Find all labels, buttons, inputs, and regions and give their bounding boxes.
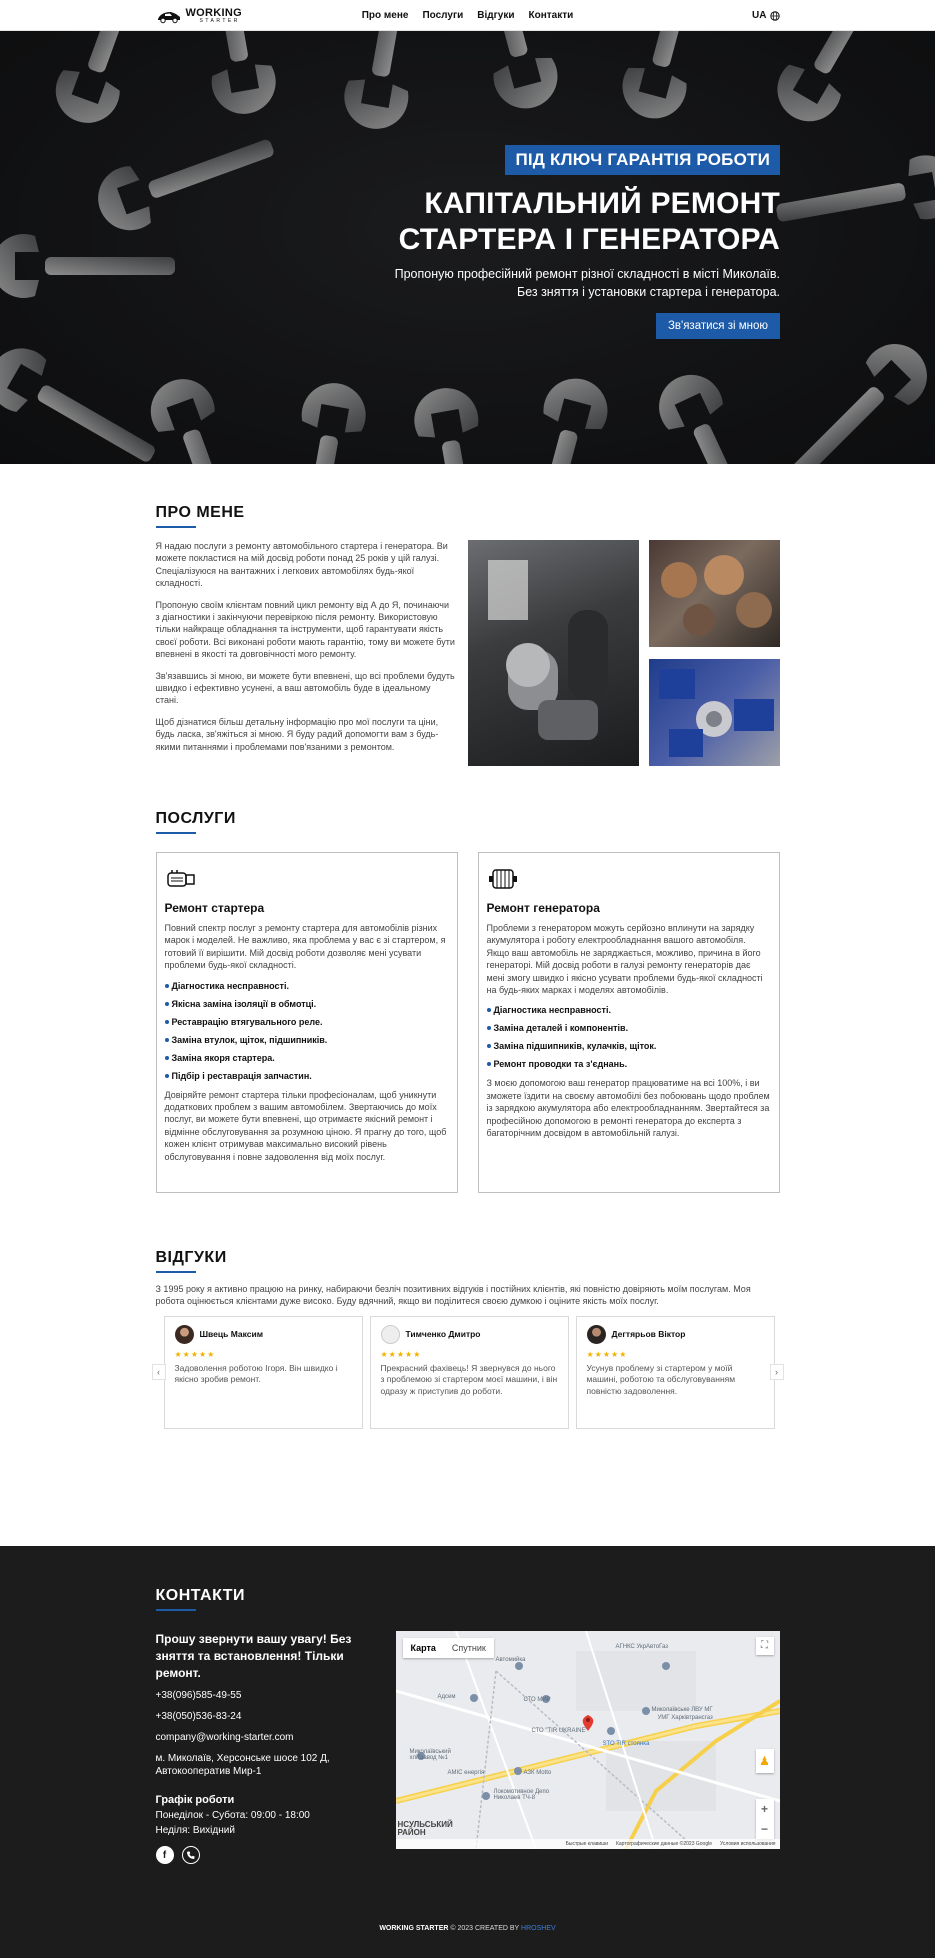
map-label: УМГ Харківтрансгаз bbox=[657, 1715, 713, 1721]
title-underline bbox=[156, 832, 196, 834]
nav-services[interactable]: Послуги bbox=[422, 10, 464, 21]
services-section bbox=[0, 800, 935, 1249]
about-photos bbox=[468, 540, 780, 766]
contact-me-button[interactable]: Зв'язатися зі мною bbox=[656, 313, 780, 339]
map-label: Миколаївський хлібзавод №1 bbox=[409, 1749, 451, 1761]
pegman-icon[interactable]: ♟ bbox=[756, 1749, 774, 1773]
map-label: Миколаївське ЛВУ МГ bbox=[651, 1707, 713, 1713]
nav-contacts[interactable]: Контакти bbox=[528, 10, 574, 21]
hero-description bbox=[360, 266, 780, 301]
district-label-line: НСУЛЬСЬКИЙ bbox=[397, 1820, 453, 1829]
hero-text-line: Без зняття і установки стартера і генератора. bbox=[516, 284, 780, 299]
about-paragraph: Я надаю послуги з ремонту автомобільного стартера і генератора. Ви можете покластися на мій досвід роботи понад 25 років у цій галузі. Спеціалізуюся на вантажних і легкових автомобілях будь-якої складності. bbox=[155, 541, 448, 589]
rating-stars: ★★★★★ bbox=[586, 1349, 628, 1359]
logo-title: WORKING bbox=[185, 6, 242, 19]
review-card bbox=[370, 1316, 569, 1429]
hours-sunday: Неділя: Вихідний bbox=[155, 1825, 235, 1837]
hero-content bbox=[360, 145, 780, 339]
list-item: Заміна підшипників, кулачків, щіток. bbox=[487, 1041, 771, 1051]
map-label: Локомотивное Депо Николаев ТЧ-8 bbox=[493, 1789, 550, 1801]
map-footer bbox=[396, 1839, 780, 1849]
card-intro: Проблеми з генератором можуть серйозно вплинути на зарядку акумулятора і роботу електрообладнання вашого автомобіля. Якщо ваш автомобіль не заряджається, можливо, причина в його генераторі. Мій досвід роботи в галузі ремонту генераторів дає мені змогу швидко і якісно усувати проблеми будь-якої складності на будь-яких марках і моделях автомобілів. bbox=[486, 923, 763, 996]
starter-parts-photo[interactable] bbox=[468, 540, 639, 766]
map-data-credit: Картографические данные ©2023 Google bbox=[615, 1841, 712, 1847]
map-label: СТО "TIR UKRAINE" bbox=[531, 1728, 588, 1734]
card-outro: З моєю допомогою ваш генератор працюватиме на всі 100%, і ви зможете їздити на своєму автомобілі без побоювань щодо проблем із зарядкою акумулятора або електрообладнанням. Звертайтеся за професійною допомогою в ремонті генератора до експерта з багаторічним досвідом в автомобільній галузі. bbox=[486, 1078, 770, 1139]
contacts-lead: Прошу звернути вашу увагу! Без зняття та встановлення! Тільки ремонт. bbox=[155, 1632, 352, 1680]
map-type-tabs bbox=[403, 1638, 494, 1658]
hero-text-line: Пропоную професійний ремонт різної складності в місті Миколаїв. bbox=[394, 267, 780, 281]
map-shortcuts-link[interactable]: Быстрые клавиши bbox=[565, 1841, 608, 1847]
zoom-in-icon[interactable]: + bbox=[760, 1802, 768, 1816]
card-outro: Довіряйте ремонт стартера тільки професіоналам, щоб уникнути додаткових проблем з вашим автомобілем. Звертаючись до моїх послуг, ви можете бути впевнені, що отримаєте якісний ремонт і відмінне обслуговування за розумною ціною. Я прагну до того, щоб кожен клієнт отримував максимально високий рівень обслуговування і повне задоволення від моїх послуг. bbox=[164, 1089, 447, 1162]
starter-service-list bbox=[165, 981, 449, 1081]
carousel-next-button[interactable]: › bbox=[770, 1364, 784, 1380]
hero-badge: ПІД КЛЮЧ ГАРАНТІЯ РОБОТИ bbox=[505, 145, 780, 175]
hero-section bbox=[0, 31, 935, 464]
title-underline bbox=[156, 1609, 196, 1611]
avatar bbox=[587, 1325, 606, 1344]
list-item: Підбір і реставрація запчастин. bbox=[165, 1071, 449, 1081]
map-canvas bbox=[396, 1631, 780, 1849]
map-terms-link[interactable]: Условия использования bbox=[720, 1841, 776, 1847]
starter-service-card bbox=[156, 852, 458, 1193]
avatar bbox=[381, 1325, 400, 1344]
coils-photo[interactable] bbox=[649, 540, 780, 647]
logo[interactable] bbox=[156, 8, 242, 24]
generator-service-card bbox=[478, 852, 780, 1193]
title-underline bbox=[156, 526, 196, 528]
globe-icon bbox=[770, 11, 780, 21]
logo-car-icon bbox=[156, 8, 182, 24]
map-tab-map[interactable]: Карта bbox=[410, 1643, 436, 1653]
zoom-controls bbox=[756, 1799, 774, 1839]
hero-title bbox=[360, 186, 780, 258]
map-label: STO TIR стоянка bbox=[602, 1741, 650, 1747]
list-item: Діагностика несправності. bbox=[165, 981, 449, 991]
nav-about[interactable]: Про мене bbox=[361, 10, 409, 21]
section-title: ВІДГУКИ bbox=[155, 1249, 227, 1266]
viber-icon[interactable] bbox=[182, 1846, 200, 1864]
district-label bbox=[398, 1821, 453, 1837]
list-item: Ремонт проводки та з'єднань. bbox=[487, 1059, 771, 1069]
section-title: ПОСЛУГИ bbox=[155, 810, 236, 827]
generator-service-list bbox=[487, 1005, 771, 1069]
reviews-intro: З 1995 року я активно працюю на ринку, набираючи безліч позитивних відгуків і постійних клієнтів, які повністю довіряють моїм послугам. Моя робота оцінюється клієнтами дуже високо. Буду вдячний, якщо ви поділитеся своєю думкою і оціните якість моїх послуг. bbox=[155, 1284, 751, 1307]
hours-weekdays: Понеділок - Субота: 09:00 - 18:00 bbox=[155, 1810, 310, 1822]
section-title: КОНТАКТИ bbox=[155, 1587, 246, 1604]
about-paragraph: Зв'язавшись зі мною, ви можете бути впевнені, що всі проблеми будуть швидко і ефективно усунені, а ваш автомобіль буде в ідеальному стані. bbox=[155, 670, 455, 706]
zoom-out-icon[interactable]: − bbox=[760, 1822, 768, 1836]
review-text: Усунув проблему зі стартером у моїй машині, роботою та обслуговуванням повністю задоволення. bbox=[586, 1362, 736, 1396]
map-label: Адсем bbox=[437, 1694, 456, 1700]
rating-stars: ★★★★★ bbox=[380, 1349, 422, 1359]
starter-icon bbox=[165, 866, 197, 892]
google-map[interactable] bbox=[396, 1631, 780, 1849]
fullscreen-icon[interactable]: ⛶ bbox=[756, 1637, 774, 1655]
reviewer-name: Дегтярьов Віктор bbox=[611, 1329, 686, 1340]
phone-link[interactable]: +38(050)536-83-24 bbox=[155, 1711, 242, 1723]
about-section bbox=[0, 464, 935, 800]
about-paragraph: Пропоную своїм клієнтам повний цикл ремонту від А до Я, починаючи з діагностики і закінчуючи перевіркою після ремонту. Використовую тільки найкраще обладнання та інструменти, щоб гарантувати якість своєї роботи. Всі виконані роботи мають гарантію, тому ви можете бути впевнені в якості та довговічності мого ремонту. bbox=[155, 599, 455, 660]
footer-brand: WORKING STARTER bbox=[379, 1924, 449, 1932]
map-label: СТО МИР bbox=[523, 1697, 551, 1703]
title-underline bbox=[156, 1271, 196, 1273]
avatar bbox=[175, 1325, 194, 1344]
reviews-section bbox=[0, 1249, 935, 1546]
language-switcher[interactable] bbox=[752, 10, 779, 21]
bearings-photo[interactable] bbox=[649, 659, 780, 766]
review-card bbox=[576, 1316, 775, 1429]
nav-reviews[interactable]: Відгуки bbox=[477, 10, 515, 21]
review-text: Прекрасний фахівець! Я звернувся до нього з проблемою зі стартером моєї машини, і він одразу ж приступив до роботи. bbox=[380, 1362, 558, 1396]
phone-icon bbox=[186, 1850, 196, 1860]
address: м. Миколаїв, Херсонське шосе 102 Д, Автокооператив Мир-1 bbox=[155, 1753, 330, 1778]
hero-title-line: КАПІТАЛЬНИЙ РЕМОНТ bbox=[424, 187, 780, 220]
site-footer bbox=[0, 1898, 935, 1958]
list-item: Якісна заміна ізоляції в обмотці. bbox=[165, 999, 449, 1009]
list-item: Діагностика несправності. bbox=[487, 1005, 771, 1015]
bearings-image bbox=[649, 659, 780, 766]
list-item: Заміна втулок, щіток, підшипників. bbox=[165, 1035, 449, 1045]
list-item: Заміна якоря стартера. bbox=[165, 1053, 449, 1063]
card-title: Ремонт стартера bbox=[164, 901, 265, 915]
footer-credit-link[interactable]: HROSHEV bbox=[521, 1924, 556, 1932]
starter-parts-image bbox=[468, 540, 639, 766]
about-paragraph: Щоб дізнатися більш детальну інформацію про мої послуги та ціни, будь ласка, зв'яжіться зі мною. Я буду радий допомогти вам з будь-якими питаннями і проблемами пов'язаними з ремонтом. bbox=[155, 716, 439, 752]
reviews-carousel bbox=[156, 1316, 780, 1429]
card-intro: Повний спектр послуг з ремонту стартера для автомобілів різних марок і моделей. Не важливо, яка проблема у вас є зі стартером, я готовий її вирішити. Мій досвід роботи дозволяє мені усувати проблеми будь-якої складності. bbox=[164, 923, 446, 971]
about-text bbox=[156, 540, 456, 766]
hero-title-line: СТАРТЕРА І ГЕНЕРАТОРА bbox=[398, 223, 780, 256]
review-text: Задоволення роботою Ігоря. Він швидко і якісно зробив ремонт. bbox=[174, 1362, 338, 1385]
district-label-line: РАЙОН bbox=[397, 1828, 426, 1837]
map-label: АЗК Motto bbox=[523, 1770, 552, 1776]
site-header bbox=[0, 0, 935, 31]
phone-link[interactable]: +38(096)585-49-55 bbox=[155, 1690, 242, 1702]
facebook-icon[interactable]: f bbox=[156, 1846, 174, 1864]
footer-copyright: © 2023 CREATED BY bbox=[450, 1924, 520, 1932]
review-card bbox=[164, 1316, 363, 1429]
contacts-section bbox=[0, 1546, 935, 1898]
main-nav bbox=[362, 10, 574, 21]
coils-image bbox=[649, 540, 780, 647]
map-label: АГНКС УкрАвтоГаз bbox=[615, 1644, 669, 1650]
rating-stars: ★★★★★ bbox=[174, 1349, 216, 1359]
list-item: Заміна деталей і компонентів. bbox=[487, 1023, 771, 1033]
reviewer-name: Швець Максим bbox=[199, 1329, 263, 1340]
language-label: UA bbox=[752, 10, 767, 21]
section-title: ПРО МЕНЕ bbox=[155, 504, 245, 521]
map-label: AMIC енергія bbox=[447, 1770, 485, 1776]
generator-icon bbox=[487, 866, 519, 892]
map-label: Автомийка bbox=[495, 1657, 526, 1663]
email-link[interactable]: company@working-starter.com bbox=[155, 1732, 294, 1744]
list-item: Реставрацію втягувального реле. bbox=[165, 1017, 449, 1027]
hours-title: Графік роботи bbox=[155, 1794, 235, 1807]
contacts-info bbox=[156, 1631, 376, 1864]
logo-subtitle: STARTER bbox=[199, 17, 240, 24]
carousel-prev-button[interactable]: ‹ bbox=[152, 1364, 166, 1380]
reviewer-name: Тимченко Дмитро bbox=[405, 1329, 481, 1340]
card-title: Ремонт генератора bbox=[486, 901, 600, 915]
map-tab-satellite[interactable]: Спутник bbox=[451, 1643, 486, 1653]
